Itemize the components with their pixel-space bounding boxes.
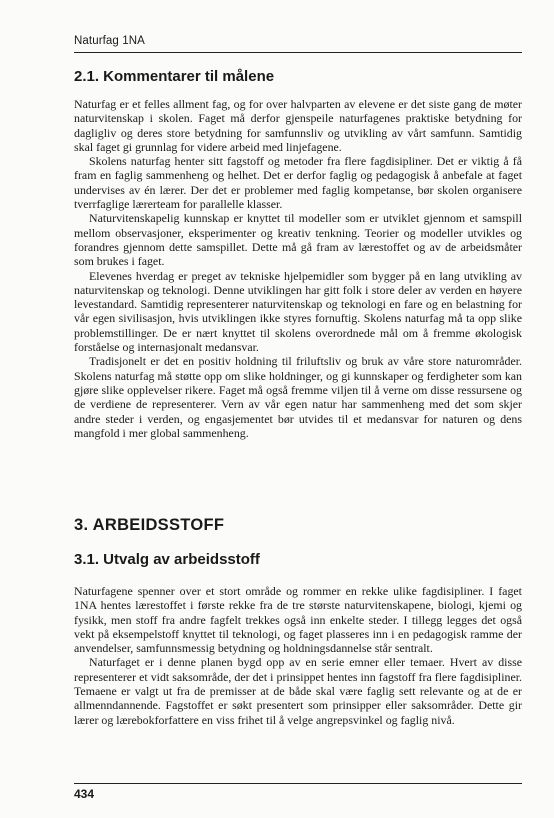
section-3-1-body <box>74 584 522 727</box>
paragraph: Naturfag er et felles allment fag, og for over halvparten av elevene er det siste gang de møter naturvitenskap i skolen. Faget må derfor gjenspeile naturfagenes praktiske betydning for dagligliv og deres store betydning for samfunnsliv og utvikling av vårt samfunn. Samtidig skal faget gi grunnlag for videre arbeid med linjefagene. <box>74 97 522 154</box>
paragraph: Skolens naturfag henter sitt fagstoff og metoder fra flere fagdisipliner. Det er viktig å få fram en faglig sammenheng og helhet. Det er derfor faglig og pedagogisk å anbefale at faget undervises av én lærer. Der det er problemer med faglig kompetanse, bør skolen organisere tverrfaglige lærerteam for parallelle klasser. <box>74 154 522 212</box>
paragraph: Naturfaget er i denne planen bygd opp av en serie emner eller temaer. Hvert av disse representerer et vidt saksområde, der det i prinsippet hentes inn fagstoff fra flere fagdisipliner. Temaene er valgt ut fra de premisser at de både skal være faglig sett relevante og at de er allmenndannende. Fagstoffet er søkt presentert som prinsipper eller saksområder. Dette gir lærer og lærebokforfattere en viss frihet til å velge angrepsvinkel og faglig nivå. <box>74 655 522 727</box>
paragraph: Naturfagene spenner over et stort område og rommer en rekke ulike fagdisipliner. I faget 1NA hentes lærestoffet i første rekke fra de tre største naturvitenskapene, biologi, kjemi og fysikk, men stoff fra andre fagfelt trekkes også inn enkelte steder. I tillegg legges det også vekt på eksempelstoff knyttet til teknologi, og faget plasseres inn i en pedagogisk ramme der anvendelser, samfunnsmessig betydning og holdningsdannelse står sentralt. <box>74 584 522 656</box>
paragraph: Naturvitenskapelig kunnskap er knyttet til modeller som er utviklet gjennom et samspill mellom observasjoner, eksperimenter og kreativ tenkning. Teorier og modeller utvikles og forandres gjennom dette samspillet. Dette må gå fram av lærestoffet og av de arbeidsmåter som brukes i faget. <box>74 211 522 269</box>
section-3-1-heading: 3.1. Utvalg av arbeidsstoff <box>74 551 260 568</box>
paragraph: Tradisjonelt er det en positiv holdning til friluftsliv og bruk av våre store naturområder. Skolens naturfag må støtte opp om slike holdninger, og gi kunnskaper og ferdigheter som kan gjøre slike opplevelser rikere. Faget må også fremme viljen til å verne om disse ressursene og de verdiene de representerer. Vern av vår egen natur har sammenheng med det som skjer andre steder i verden, og engasjementet bør utvides til et medansvar for naturen og dens mangfold i mer global sammenheng. <box>74 354 522 440</box>
paragraph: Elevenes hverdag er preget av tekniske hjelpemidler som bygger på en lang utvikling av naturvitenskap og teknologi. Denne utviklingen har gitt folk i store deler av verden en høyere levestandard. Samtidig representerer naturvitenskap og teknologi en fare og en belastning for vår egen sivilisasjon, hvis utviklingen ikke styres fornuftig. Skolens naturfag må ta opp slike problemstillinger. De er nært knyttet til skolens overordnede mål om å fremme økologisk forståelse og internasjonalt medansvar. <box>74 268 522 355</box>
running-head: Naturfag 1NA <box>74 35 145 47</box>
section-3-heading: 3. ARBEIDSSTOFF <box>74 516 225 534</box>
section-2-1-heading: 2.1. Kommentarer til målene <box>74 68 275 85</box>
header-rule <box>74 52 522 53</box>
footer-rule <box>74 783 522 784</box>
section-2-1-body <box>74 97 522 440</box>
page-number: 434 <box>74 787 95 801</box>
